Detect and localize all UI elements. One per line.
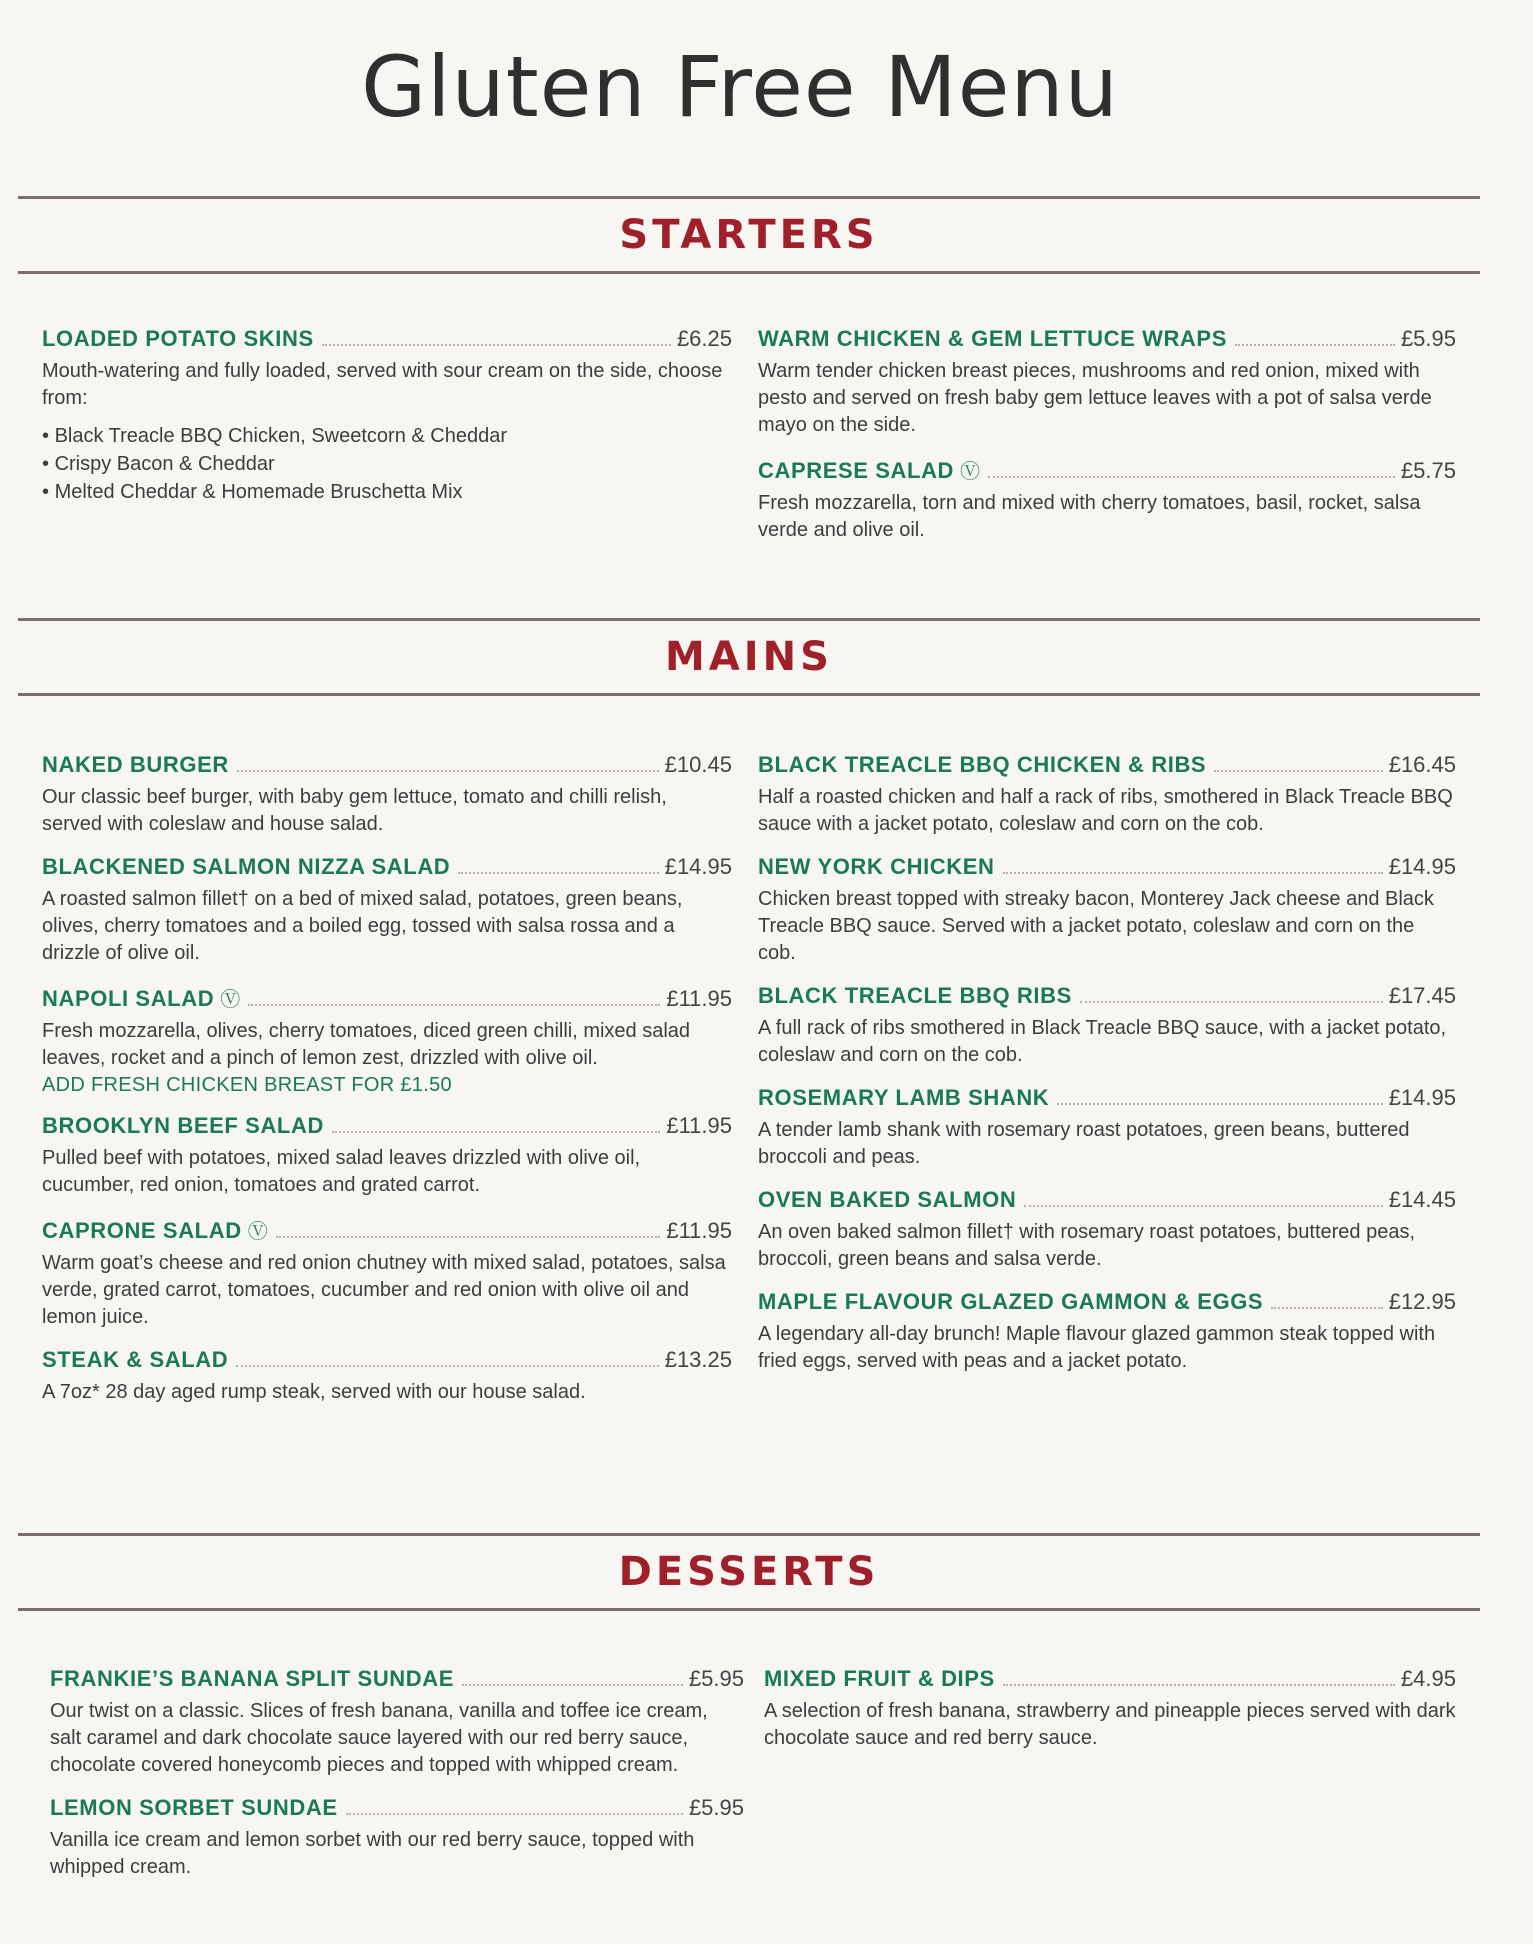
vegetarian-icon: Ⓥ [960,461,981,483]
dot-leader [237,770,659,772]
menu-item-title [758,854,995,880]
menu-item [42,1347,732,1406]
menu-item-header [42,854,732,880]
dot-leader [1271,1307,1382,1309]
menu-item-title [42,983,240,1012]
menu-item [42,752,732,838]
menu-item-options [42,422,732,506]
menu-item [42,854,732,967]
menu-item [50,1795,744,1881]
menu-item-description: Chicken breast topped with streaky bacon, Monterey Jack cheese and Black Treacle BBQ sauce. Served with a jacket potato, coleslaw and corn on the cob. [758,888,1434,964]
menu-item-price: £6.25 [676,326,732,351]
menu-item-header [758,455,1456,484]
vegetarian-icon: Ⓥ [247,1221,268,1243]
menu-item-description: Fresh mozzarella, olives, cherry tomatoes, diced green chilli, mixed salad leaves, rocket and a pinch of lemon zest, drizzled with olive oil. [42,1020,691,1069]
menu-item-description: Our twist on a classic. Slices of fresh banana, vanilla and toffee ice cream, salt caramel and dark chocolate sauce layered with our red berry sauce, chocolate covered honeycomb pieces and topped with whipped cream. [50,1700,708,1776]
menu-item-description: Warm tender chicken breast pieces, mushrooms and red onion, mixed with pesto and served on fresh baby gem lettuce leaves with a pot of salsa verde mayo on the side. [758,360,1432,436]
menu-item-header [42,983,732,1012]
dot-leader [988,476,1395,478]
menu-item-header [50,1666,744,1692]
section-heading-text: MAINS [665,634,833,680]
dot-leader [462,1684,683,1686]
menu-item-header [42,1215,732,1244]
menu-item-title [42,1215,268,1244]
menu-item-title [758,983,1072,1009]
menu-item-title [42,326,314,352]
menu-item-header [758,1289,1456,1315]
menu-item-name: BLACKENED SALMON NIZZA SALAD [42,854,451,879]
menu-item [42,983,732,1097]
menu-item [758,983,1456,1069]
menu-item-price: £16.45 [1388,752,1456,777]
menu-item-price: £10.45 [664,752,732,777]
mains-left-column [42,752,732,1422]
menu-item-name: MAPLE FLAVOUR GLAZED GAMMON & EGGS [758,1289,1264,1314]
menu-item-description: A selection of fresh banana, strawberry and pineapple pieces served with dark chocolate sauce and red berry sauce. [764,1700,1456,1749]
mains-heading [18,618,1480,696]
menu-item [50,1666,744,1779]
menu-item-name: NAKED BURGER [42,752,229,777]
menu-item-price: £14.95 [1388,854,1456,879]
menu-item-description: An oven baked salmon fillet† with rosemary roast potatoes, buttered peas, broccoli, green beans and salsa verde. [758,1221,1416,1270]
menu-item-name: MIXED FRUIT & DIPS [764,1666,995,1691]
menu-item-header [758,1085,1456,1111]
option-item: • Black Treacle BBQ Chicken, Sweetcorn & Cheddar [42,422,732,450]
menu-item [42,326,732,506]
dot-leader [236,1365,658,1367]
option-item: • Crispy Bacon & Cheddar [42,450,732,478]
dot-leader [332,1131,660,1133]
option-item: • Melted Cheddar & Homemade Bruschetta Mix [42,478,732,506]
menu-item-description: Our classic beef burger, with baby gem lettuce, tomato and chilli relish, served with coleslaw and house salad. [42,786,667,835]
starters-heading [18,196,1480,274]
menu-item-title [758,455,980,484]
section-heading-text: STARTERS [619,212,879,258]
menu-item-description: Fresh mozzarella, torn and mixed with cherry tomatoes, basil, rocket, salsa verde and olive oil. [758,492,1421,541]
menu-item-price: £11.95 [666,1113,732,1138]
menu-item [758,752,1456,838]
menu-item-description: Half a roasted chicken and half a rack of ribs, smothered in Black Treacle BBQ sauce with a jacket potato, coleslaw and corn on the cob. [758,786,1453,835]
section-heading-text: DESSERTS [618,1549,880,1595]
menu-item-name: FRANKIE’S BANANA SPLIT SUNDAE [50,1666,455,1691]
menu-item-description: A 7oz* 28 day aged rump steak, served with our house salad. [42,1381,586,1403]
menu-item-price: £14.95 [1388,1085,1456,1110]
dot-leader [1235,344,1395,346]
menu-item-name: BLACK TREACLE BBQ RIBS [758,983,1072,1008]
starters-left-column [42,326,732,522]
desserts-left-column [50,1666,744,1897]
mains-right-column [758,752,1456,1391]
menu-item-name: NEW YORK CHICKEN [758,854,995,879]
menu-item-price: £12.95 [1388,1289,1456,1314]
menu-item-name: LEMON SORBET SUNDAE [50,1795,338,1820]
menu-item-price: £13.25 [664,1347,732,1372]
menu-item-header [42,326,732,352]
menu-item-title [758,1187,1016,1213]
menu-item-title [50,1666,454,1692]
menu-item-title [758,326,1227,352]
menu-item-title [42,1113,324,1139]
menu-item-description: Vanilla ice cream and lemon sorbet with our red berry sauce, topped with whipped cream. [50,1829,695,1878]
menu-item-price: £5.95 [688,1795,744,1820]
menu-item-name: BROOKLYN BEEF SALAD [42,1113,324,1138]
menu-item-name: LOADED POTATO SKINS [42,326,314,351]
menu-item-price: £17.45 [1388,983,1456,1008]
dot-leader [276,1236,661,1238]
menu-item-title [758,1289,1263,1315]
menu-item-header [764,1666,1456,1692]
menu-item [758,455,1456,544]
menu-item-price: £14.95 [664,854,732,879]
menu-item [758,1085,1456,1171]
dot-leader [1003,1684,1395,1686]
dot-leader [1057,1103,1382,1105]
menu-item-name: CAPRONE SALAD [42,1218,242,1243]
menu-item [758,1289,1456,1375]
menu-item-price: £14.45 [1388,1187,1456,1212]
dot-leader [346,1813,683,1815]
menu-item-price: £4.95 [1400,1666,1456,1691]
dot-leader [458,872,658,874]
menu-item [42,1215,732,1331]
starters-right-column [758,326,1456,560]
dot-leader [322,344,671,346]
menu-item-description: Mouth-watering and fully loaded, served with sour cream on the side, choose from: [42,360,723,409]
dot-leader [1080,1001,1383,1003]
dot-leader [248,1004,660,1006]
menu-item [758,326,1456,439]
menu-item-price: £11.95 [666,1218,732,1243]
menu-item-name: NAPOLI SALAD [42,986,215,1011]
menu-item [758,854,1456,967]
menu-item-price: £5.95 [1400,326,1456,351]
menu-item-header [758,854,1456,880]
vegetarian-icon: Ⓥ [220,989,241,1011]
menu-item-header [758,752,1456,778]
menu-item-addon-note: ADD FRESH CHICKEN BREAST FOR £1.50 [42,1074,452,1096]
menu-item-header [758,326,1456,352]
menu-item-title [758,1085,1049,1111]
menu-item-header [758,983,1456,1009]
desserts-right-column [764,1666,1456,1768]
menu-item-description: A roasted salmon fillet† on a bed of mixed salad, potatoes, green beans, olives, cherry tomatoes and a boiled egg, tossed with salsa rossa and a drizzle of olive oil. [42,888,683,964]
menu-item-name: ROSEMARY LAMB SHANK [758,1085,1050,1110]
menu-item-title [758,752,1206,778]
menu-item-title [42,854,450,880]
menu-item-header [50,1795,744,1821]
menu-item-name: BLACK TREACLE BBQ CHICKEN & RIBS [758,752,1207,777]
menu-item-header [42,1347,732,1373]
menu-item-header [42,1113,732,1139]
menu-item-name: CAPRESE SALAD [758,458,955,483]
menu-item-header [42,752,732,778]
menu-item-description: A tender lamb shank with rosemary roast potatoes, green beans, buttered broccoli and peas. [758,1119,1410,1168]
menu-item-description: A legendary all-day brunch! Maple flavour glazed gammon steak topped with fried eggs, served with peas and a jacket potato. [758,1323,1436,1372]
dot-leader [1003,872,1383,874]
menu-item-title [42,752,229,778]
menu-item [42,1113,732,1199]
menu-item [764,1666,1456,1752]
menu-item-name: OVEN BAKED SALMON [758,1187,1017,1212]
menu-item-description: Warm goat’s cheese and red onion chutney with mixed salad, potatoes, salsa verde, grated carrot, tomatoes, cucumber and red onion with olive oil and lemon juice. [42,1252,726,1328]
desserts-heading [18,1533,1480,1611]
menu-item-name: STEAK & SALAD [42,1347,229,1372]
menu-item-title [42,1347,228,1373]
menu-item-name: WARM CHICKEN & GEM LETTUCE WRAPS [758,326,1227,351]
menu-item-price: £5.75 [1400,458,1456,483]
menu-item-title [764,1666,995,1692]
menu-item-price: £11.95 [666,986,732,1011]
dot-leader [1024,1205,1382,1207]
menu-item-description: A full rack of ribs smothered in Black Treacle BBQ sauce, with a jacket potato, coleslaw and corn on the cob. [758,1017,1447,1066]
menu-item [758,1187,1456,1273]
menu-item-header [758,1187,1456,1213]
menu-item-price: £5.95 [688,1666,744,1691]
menu-item-description: Pulled beef with potatoes, mixed salad leaves drizzled with olive oil, cucumber, red onion, tomatoes and grated carrot. [42,1147,641,1196]
menu-item-title [50,1795,338,1821]
menu-title: Gluten Free Menu [361,38,1119,136]
dot-leader [1214,770,1383,772]
